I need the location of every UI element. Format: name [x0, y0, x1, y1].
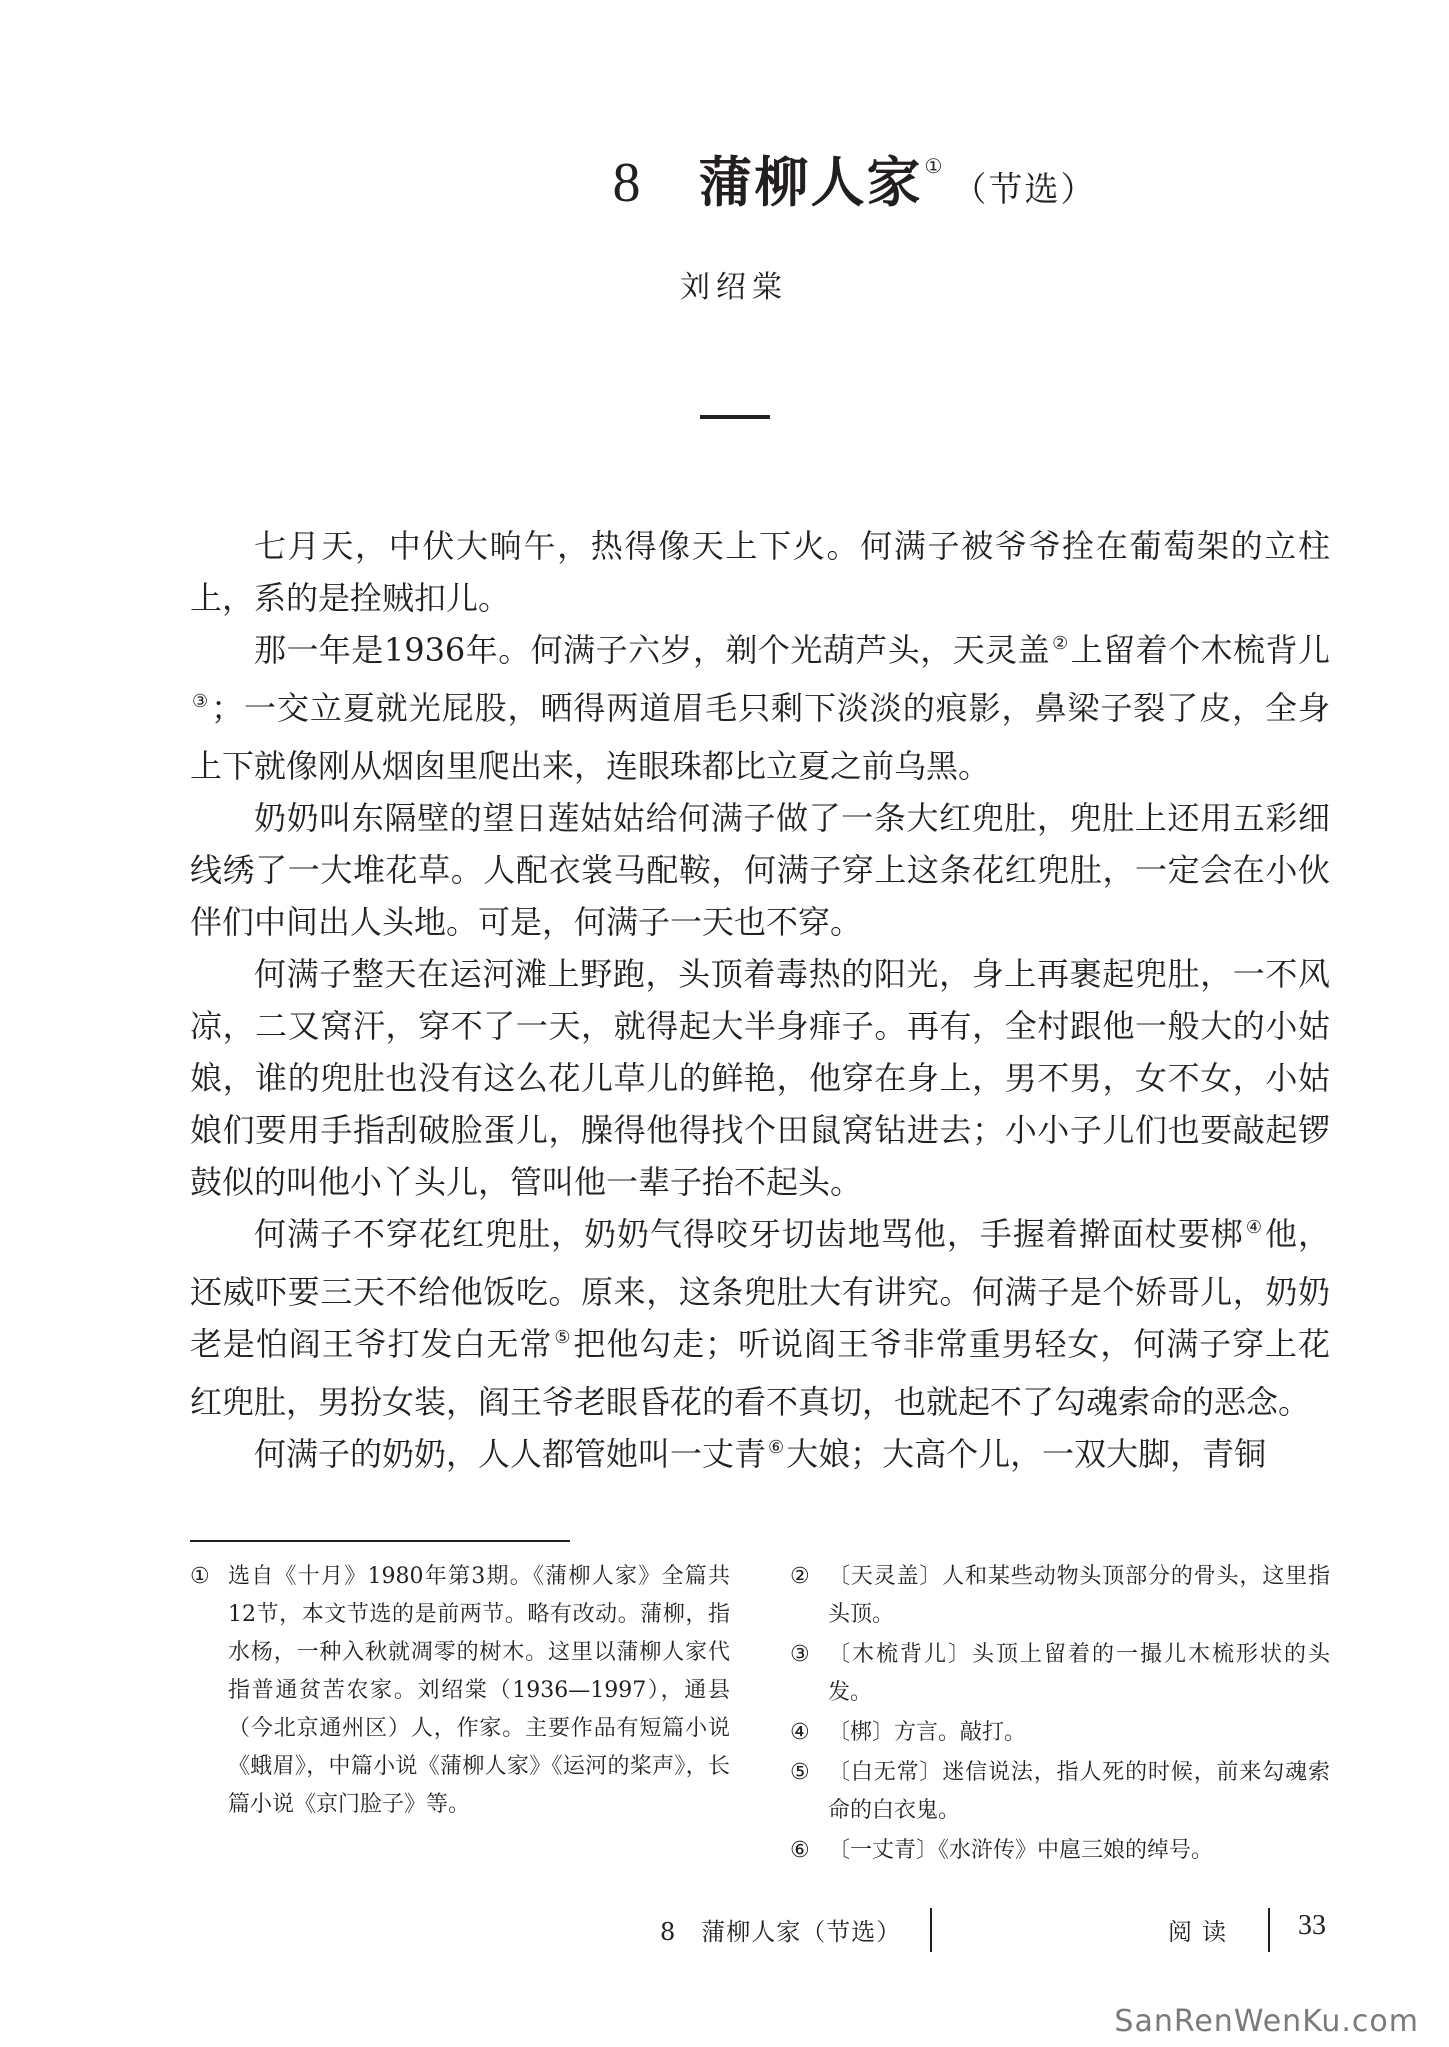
paragraph-text: 上留着个木梳背儿 [1070, 631, 1330, 669]
paragraph-text: ；一交立夏就光屁股，晒得两道眉毛只剩下淡淡的痕影，鼻梁子裂了皮，全身上下就像刚从烟囱里爬出来，连眼珠都比立夏之前乌黑。 [190, 689, 1330, 785]
paragraph [190, 624, 1330, 792]
paragraph-text: 那一年是1936年。何满子六岁，剃个光葫芦头，天灵盖 [254, 631, 1051, 669]
page-number: 33 [1298, 1910, 1326, 1941]
footnote [790, 1558, 1330, 1634]
footnote-text: 〔天灵盖〕人和某些动物头顶部分的骨头，这里指头顶。 [828, 1564, 1330, 1627]
paragraph-text: 把他勾走；听说阎王爷非常重男轻女，何满子穿上花红兜肚，男扮女装，阎王爷老眼昏花的看不真切，也就起不了勾魂索命的恶念。 [190, 1325, 1330, 1421]
paragraph [190, 792, 1330, 948]
footnote-text: 〔梆〕方言。敲打。 [828, 1720, 1027, 1745]
footnote-text: 〔一丈青〕《水浒传》中扈三娘的绰号。 [828, 1838, 1214, 1863]
footnote-reference[interactable]: ⑤ [554, 1327, 572, 1348]
footnote-mark: ② [790, 1564, 810, 1589]
paragraph-text: 他，还威吓要三天不给他饭吃。原来，这条兜肚大有讲究。何满子是个娇哥儿，奶奶老是怕阎王爷打发白无常 [190, 1215, 1330, 1363]
footnote-mark: ④ [790, 1720, 810, 1745]
lesson-subtitle: （节选） [952, 170, 1097, 210]
footnote [190, 1558, 730, 1824]
footnote-text: 选自《十月》1980年第3期。《蒲柳人家》全篇共12节，本文节选的是前两节。略有改动。蒲柳，指水杨，一种入秋就凋零的树木。这里以蒲柳人家代指普通贫苦农家。刘绍棠（1936—1997），通县（今北京通州区）人，作家。主要作品有短篇小说《蛾眉》，中篇小说《蒲柳人家》《运河的桨声》，长篇小说《京门脸子》等。 [228, 1564, 730, 1817]
footnote-reference[interactable]: ③ [192, 691, 210, 712]
footnote [790, 1754, 1330, 1830]
watermark: SanRenWenKu.com [1114, 2004, 1419, 2039]
footnote-reference[interactable]: ④ [1245, 1217, 1263, 1238]
paragraph-text: 七月天，中伏大晌午，热得像天上下火。何满子被爷爷拴在葡萄架的立柱上，系的是拴贼扣儿。 [190, 527, 1330, 617]
paragraph [190, 1208, 1330, 1428]
author-name: 刘绍棠 [680, 270, 788, 305]
footer-divider [930, 1908, 932, 1952]
footnote-text: 〔白无常〕迷信说法，指人死的时候，前来勾魂索命的白衣鬼。 [828, 1760, 1330, 1823]
footer-divider [1268, 1908, 1270, 1952]
page-footer [0, 1912, 1449, 1952]
paragraph-text: 何满子不穿花红兜肚，奶奶气得咬牙切齿地骂他，手握着擀面杖要梆 [254, 1215, 1244, 1253]
paragraph [190, 1428, 1330, 1486]
footnote [790, 1714, 1330, 1752]
article-body [190, 520, 1330, 1486]
footnote-reference[interactable]: ② [1052, 633, 1069, 654]
paragraph-text: 何满子整天在运河滩上野跑，头顶着毒热的阳光，身上再裹起兜肚，一不风凉，二又窝汗，穿不了一天，就得起大半身痱子。再有，全村跟他一般大的小姑娘，谁的兜肚也没有这么花儿草儿的鲜艳，他穿在身上，男不男，女不女，小姑娘们要用手指刮破脸蛋儿，臊得他得找个田鼠窝钻进去；小小子儿们也要敲起锣鼓似的叫他小丫头儿，管叫他一辈子抬不起头。 [190, 955, 1330, 1201]
footnotes-right-column [790, 1558, 1330, 1872]
footnote [790, 1636, 1330, 1712]
title-footnote-mark[interactable]: ① [924, 154, 943, 178]
lesson-number: 8 [612, 152, 641, 214]
footnote-mark: ⑥ [790, 1838, 810, 1863]
footnote [790, 1832, 1330, 1870]
paragraph [190, 948, 1330, 1208]
footnote-mark: ① [190, 1564, 210, 1589]
footnote-text: 〔木梳背儿〕头顶上留着的一撮儿木梳形状的头发。 [828, 1642, 1330, 1705]
footnote-reference[interactable]: ⑥ [768, 1437, 785, 1458]
footnote-divider [190, 1540, 570, 1542]
paragraph-text: 大娘；大高个儿，一双大脚，青铜 [786, 1435, 1267, 1473]
paragraph [190, 520, 1330, 624]
footer-chapter-title: 8 蒲柳人家（节选） [660, 1918, 902, 1946]
footnotes-left-column [190, 1558, 730, 1826]
paragraph-text: 何满子的奶奶，人人都管她叫一丈青 [254, 1435, 767, 1473]
footer-unit-label: 阅读 [1168, 1918, 1236, 1946]
footnote-mark: ⑤ [790, 1760, 810, 1785]
lesson-title [0, 140, 1449, 217]
section-heading [700, 415, 770, 419]
footnote-mark: ③ [790, 1642, 810, 1667]
lesson-name: 蒲柳人家 [698, 151, 923, 214]
paragraph-text: 奶奶叫东隔壁的望日莲姑姑给何满子做了一条大红兜肚，兜肚上还用五彩细线绣了一大堆花草。人配衣裳马配鞍，何满子穿上这条花红兜肚，一定会在小伙伴们中间出人头地。可是，何满子一天也不穿。 [190, 799, 1330, 941]
